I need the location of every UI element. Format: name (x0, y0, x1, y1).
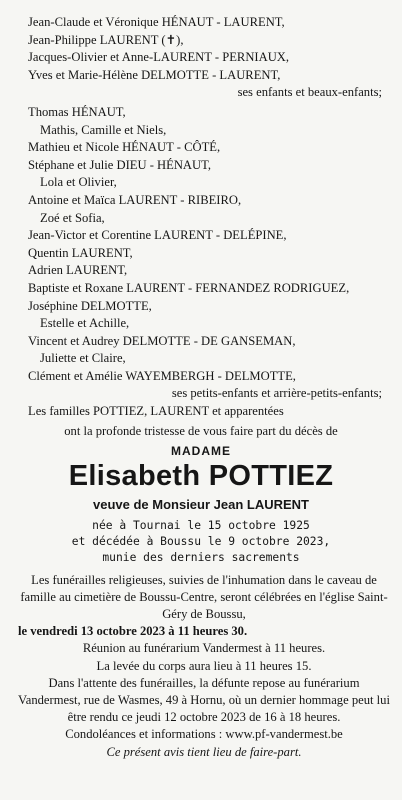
honorific: MADAME (171, 443, 231, 458)
family-line: Zoé et Sofia, (40, 210, 105, 225)
family-line: Joséphine DELMOTTE, (28, 298, 152, 313)
deceased-name: Elisabeth POTTIEZ (68, 459, 334, 492)
family-line: Yves et Marie-Hélène DELMOTTE - LAURENT, (28, 67, 281, 82)
condoleances-line: Condoléances et informations : www.pf-vandermest.be (65, 727, 343, 742)
family-line: Adrien LAURENT, (28, 263, 128, 278)
families-line: Les familles POTTIEZ, LAURENT et apparentées (28, 404, 284, 419)
grandchildren-label: ses petits-enfants et arrière-petits-enfants; (171, 386, 382, 401)
notice-statement: Ce présent avis tient lieu de faire-part. (106, 744, 302, 759)
funeral-paragraph: Les funérailles religieuses, suivies de l'inhumation dans le caveau de famille au cimetière de Boussu-Centre, seront célébrées en l'église Saint-Géry de Boussu, (20, 572, 388, 622)
family-line: Lola et Olivier, (40, 175, 117, 190)
family-line: Jean-Claude et Véronique HÉNAUT - LAURENT, (28, 15, 285, 29)
children-label: ses enfants et beaux-enfants; (237, 85, 382, 100)
dates-block (28, 518, 388, 566)
family-line: Jean-Victor et Corentine LAURENT - DELÉPINE, (28, 228, 287, 243)
family-line: Juliette et Claire, (40, 351, 126, 366)
family-line: Jean-Philippe LAURENT (✝), (28, 32, 184, 47)
family-line: Clément et Amélie WAYEMBERGH - DELMOTTE, (28, 368, 296, 383)
family-line: Mathis, Camille et Niels, (40, 122, 167, 137)
family-line: Vincent et Audrey DELMOTTE - DE GANSEMAN, (28, 333, 296, 348)
family-line: Jacques-Olivier et Anne-LAURENT - PERNIAUX, (28, 50, 290, 65)
widow-of: veuve de Monsieur Jean LAURENT (93, 496, 309, 512)
family-line: Thomas HÉNAUT, (28, 104, 126, 119)
family-line: Quentin LAURENT, (28, 245, 133, 260)
intro-text: ont la profonde tristesse de vous faire part du décès de (64, 423, 338, 438)
family-line: Estelle et Achille, (40, 316, 130, 331)
family-line: Baptiste et Roxane LAURENT - FERNANDEZ RODRIGUEZ, (28, 280, 350, 295)
birth-line: née à Tournai le 15 octobre 1925 (92, 518, 310, 532)
sacraments-line: munie des derniers sacrements (102, 550, 300, 564)
funeral-details (18, 572, 390, 761)
funeral-date: le vendredi 13 octobre 2023 à 11 heures 30. (18, 624, 248, 639)
family-line: Antoine et Maïca LAURENT - RIBEIRO, (28, 192, 242, 207)
children-list (28, 14, 388, 102)
grandchildren-list (28, 104, 388, 421)
family-line: Mathieu et Nicole HÉNAUT - CÔTÉ, (28, 140, 221, 155)
death-line: et décédée à Boussu le 9 octobre 2023, (71, 534, 331, 548)
repose-paragraph: Dans l'attente des funérailles, la défunte repose au funérarium Vandermest, rue de Wasmes, 49 à Hornu, où un dernier hommage peut lui être rendu ce jeudi 12 octobre 2023 de 16 à 18 heures. (18, 675, 390, 725)
family-line: Stéphane et Julie DIEU - HÉNAUT, (28, 157, 212, 172)
reunion-line: Réunion au funérarium Vandermest à 11 heures. (82, 641, 326, 656)
levee-line: La levée du corps aura lieu à 11 heures 15. (96, 658, 312, 673)
